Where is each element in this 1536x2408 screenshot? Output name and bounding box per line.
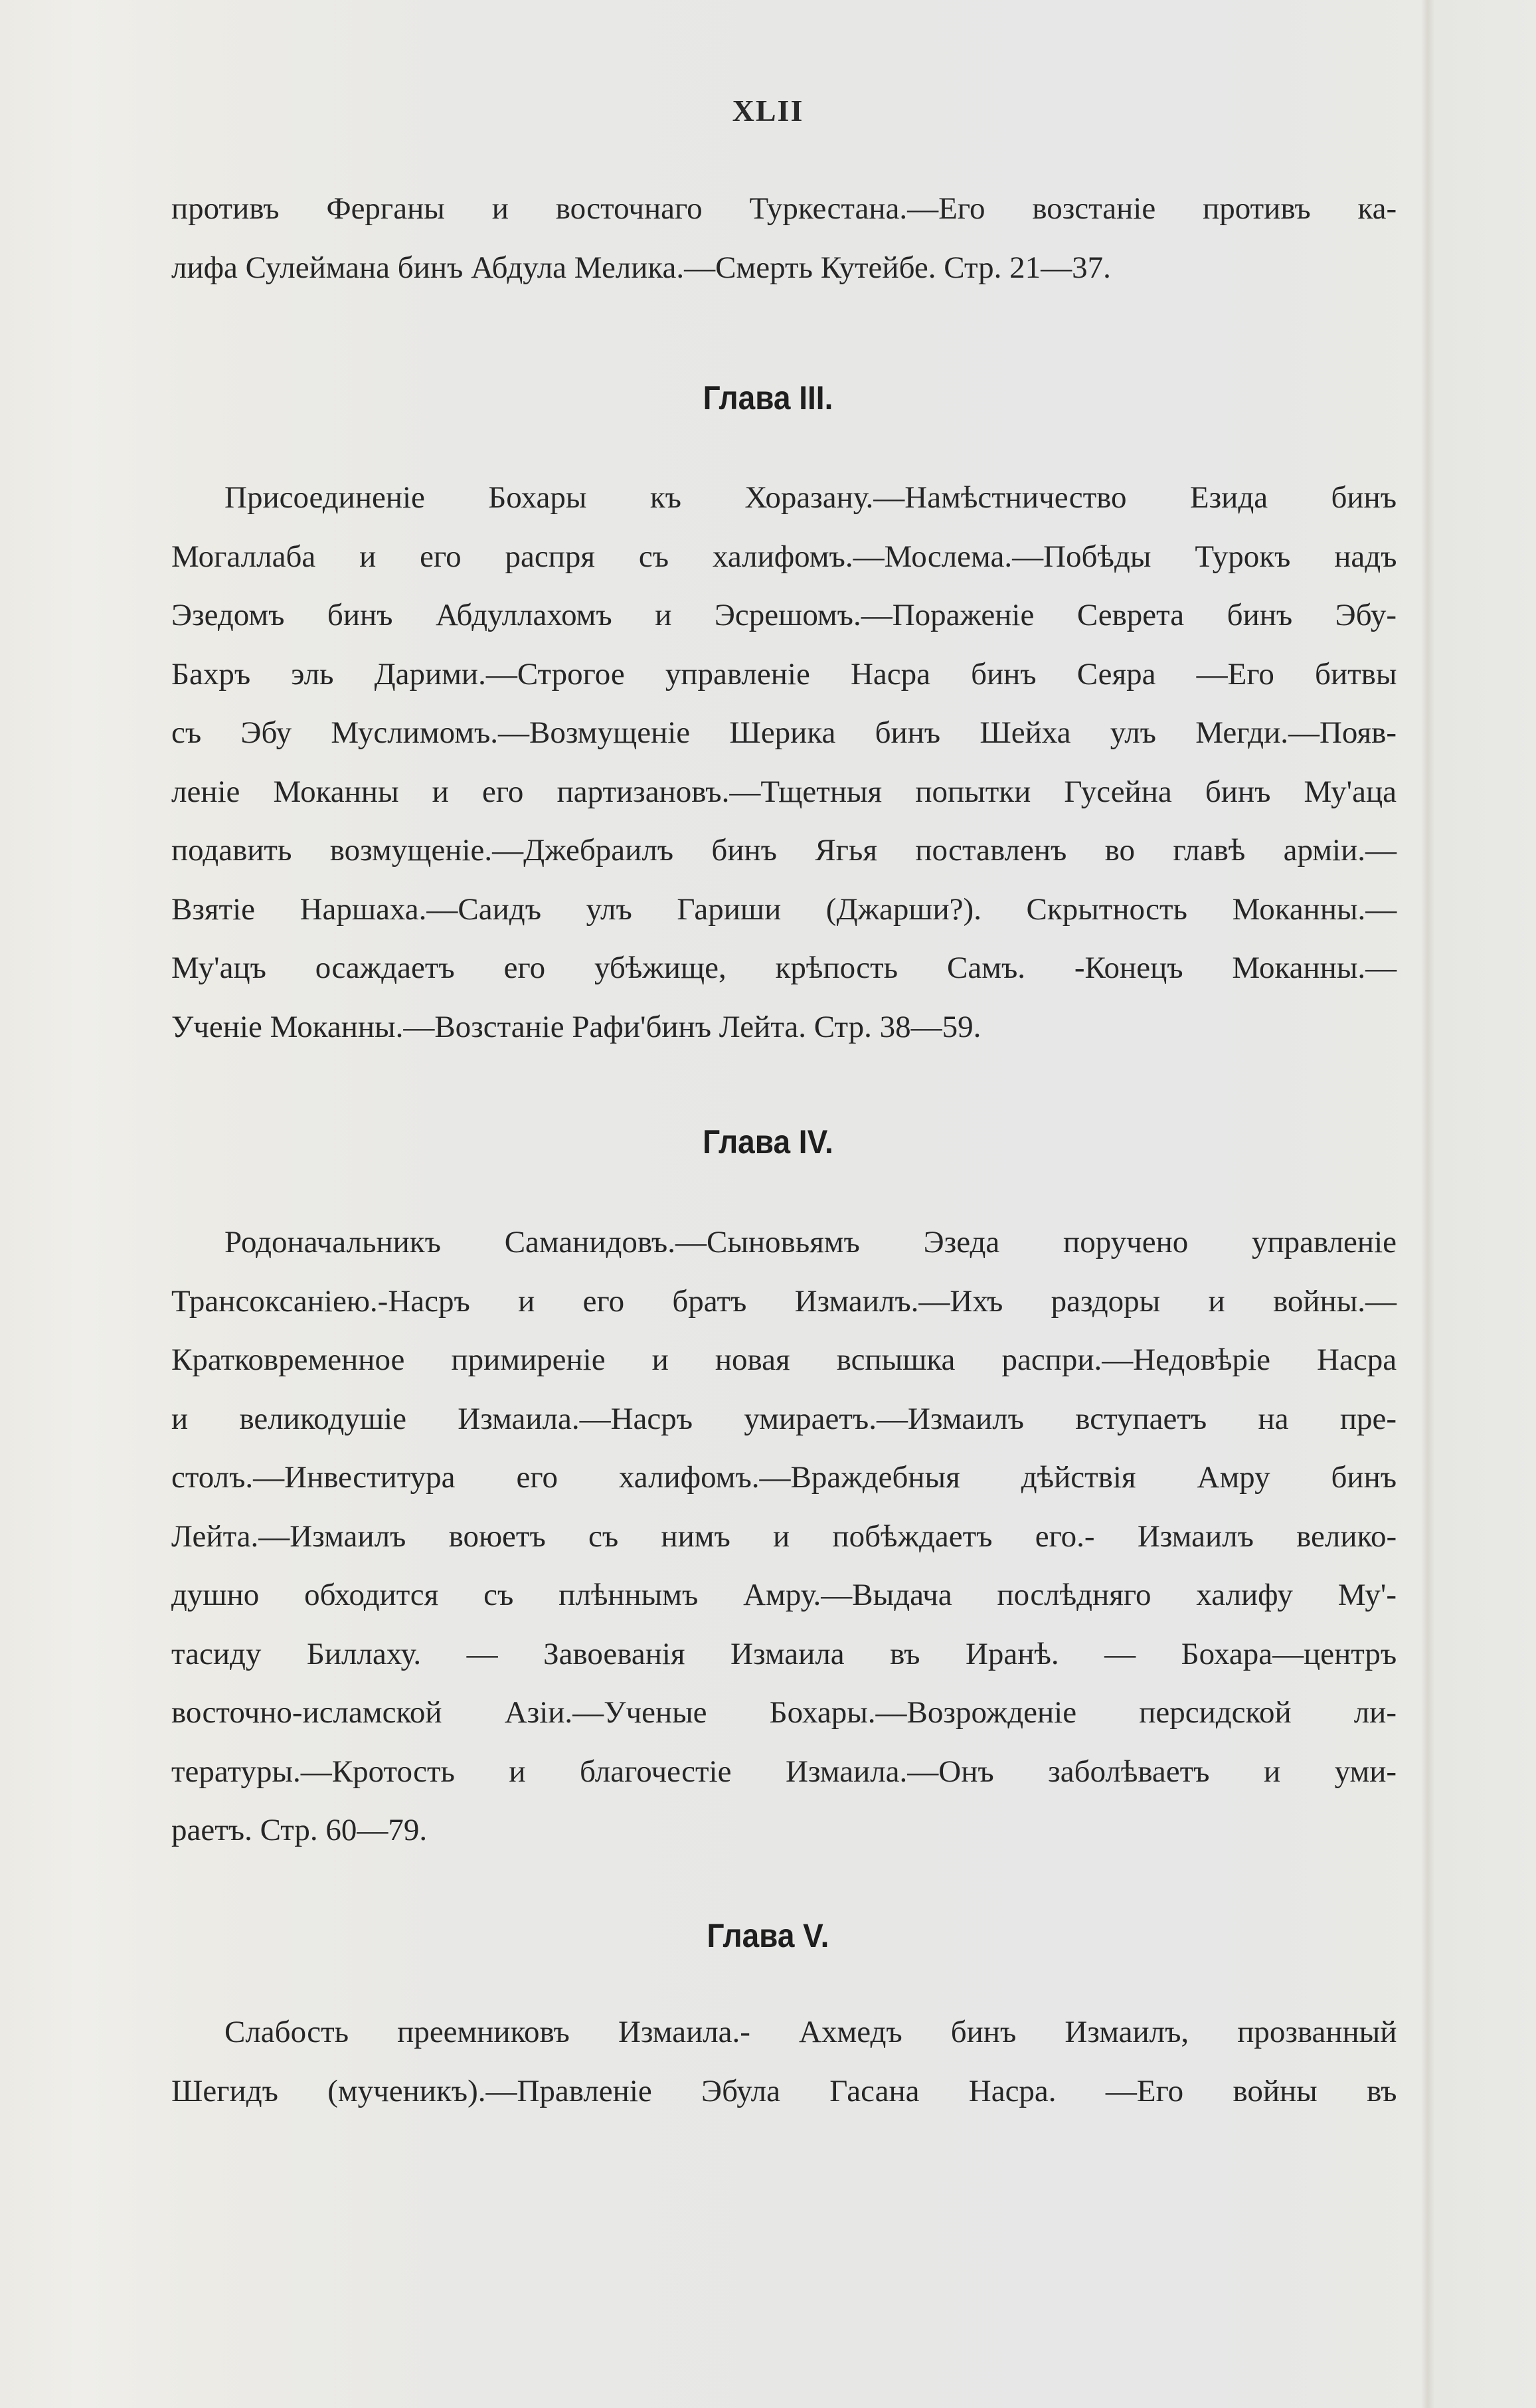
text-line: лифа Сулеймана бинъ Абдула Мелика.—Смерть Кутейбе. Стр. 21—37. bbox=[171, 250, 1111, 285]
text-line: подавить возмущеніе.—Джебраилъ бинъ Ягья поставленъ во главѣ арміи.— bbox=[171, 833, 1397, 868]
text-line: тасиду Биллаху. — Завоеванія Измаила въ Иранѣ. — Бохара—центръ bbox=[171, 1636, 1397, 1671]
text-line: Слабость преемниковъ Измаила.- Ахмедъ бинъ Измаилъ, прозванный bbox=[224, 2015, 1397, 2049]
intro-paragraph bbox=[171, 179, 1397, 297]
text-line: противъ Ферганы и восточнаго Туркестана.—Его возстаніе противъ ка- bbox=[171, 191, 1397, 226]
text-line: Взятіе Наршаха.—Саидъ улъ Гариши (Джарши?). Скрытность Моканны.— bbox=[171, 891, 1397, 927]
text-line: Лейта.—Измаилъ воюетъ съ нимъ и побѣждаетъ его.- Измаилъ велико- bbox=[171, 1519, 1397, 1554]
text-line: Родоначальникъ Саманидовъ.—Сыновьямъ Эзеда поручено управленіе bbox=[224, 1225, 1397, 1259]
text-line: Эзедомъ бинъ Абдуллахомъ и Эсрешомъ.—Пораженіе Севрета бинъ Эбу- bbox=[171, 598, 1397, 632]
text-line: Бахръ эль Дарими.—Строгое управленіе Насра бинъ Сеяра —Его битвы bbox=[171, 656, 1397, 692]
text-line: раетъ. Стр. 60—79. bbox=[171, 1813, 428, 1847]
text-line: Му'ацъ осаждаетъ его убѣжище, крѣпость Самъ. -Конецъ Моканны.— bbox=[171, 951, 1397, 985]
text-line: Кратковременное примиреніе и новая вспышка распри.—Недовѣріе Насра bbox=[171, 1343, 1397, 1377]
text-line: Могаллаба и его распря съ халифомъ.—Мослема.—Побѣды Турокъ надъ bbox=[171, 539, 1397, 574]
text-line: восточно-исламской Азіи.—Ученые Бохары.—Возрожденіе персидской ли- bbox=[171, 1695, 1397, 1730]
page-number: XLII bbox=[732, 94, 804, 128]
text-line: тературы.—Кротость и благочестіе Измаила.—Онъ заболѣваетъ и уми- bbox=[171, 1754, 1397, 1789]
chapter-summary bbox=[171, 1213, 1397, 1860]
text-line: столъ.—Инвеститура его халифомъ.—Враждебныя дѣйствія Амру бинъ bbox=[171, 1460, 1397, 1495]
text-line: леніе Моканны и его партизановъ.—Тщетныя попытки Гусейна бинъ Му'аца bbox=[171, 774, 1397, 809]
chapter-heading: Глава V. bbox=[707, 1917, 829, 1954]
text-line: Присоединеніе Бохары къ Хоразану.—Намѣстничество Езида бинъ bbox=[224, 480, 1397, 515]
text-line: душно обходится съ плѣннымъ Амру.—Выдача послѣдняго халифу Му'- bbox=[171, 1578, 1397, 1612]
text-line: и великодушіе Измаила.—Насръ умираетъ.—Измаилъ вступаетъ на пре- bbox=[171, 1401, 1397, 1436]
text-line: съ Эбу Муслимомъ.—Возмущеніе Шерика бинъ Шейха улъ Мегди.—Появ- bbox=[171, 715, 1397, 750]
text-line: Трансоксаніею.-Насръ и его братъ Измаилъ.—Ихъ раздоры и войны.— bbox=[171, 1283, 1397, 1319]
chapter-heading: Глава IV. bbox=[703, 1123, 833, 1160]
text-line: Шегидъ (мученикъ).—Правленіе Эбула Гасана Насра. —Его войны въ bbox=[171, 2073, 1397, 2108]
chapter-summary bbox=[171, 2003, 1397, 2120]
chapter-heading: Глава III. bbox=[703, 379, 833, 417]
text-line: Ученіе Моканны.—Возстаніе Рафи'бинъ Лейта. Стр. 38—59. bbox=[171, 1009, 981, 1044]
chapter-summary bbox=[171, 468, 1397, 1056]
